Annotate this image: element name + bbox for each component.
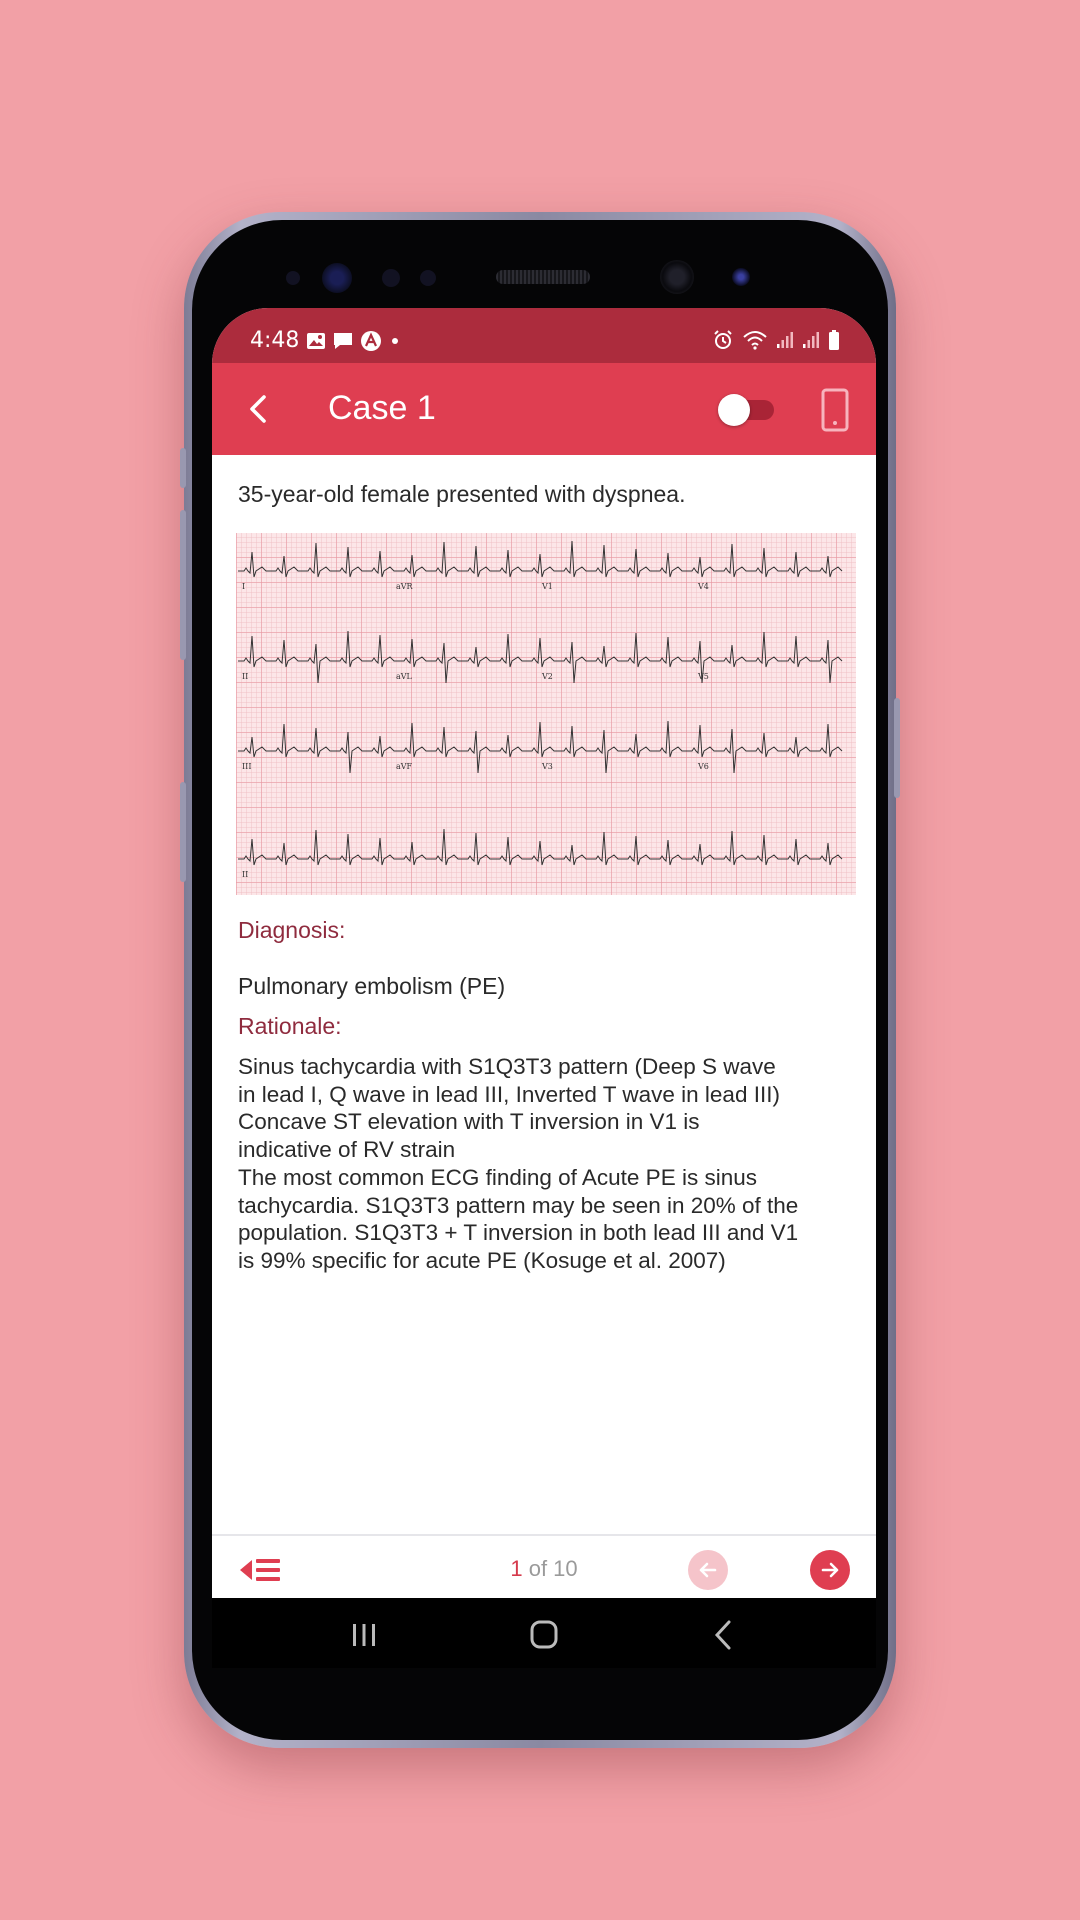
- ecg-trace: [238, 541, 842, 577]
- app-icon: [360, 330, 382, 352]
- phone-frame: [184, 212, 896, 1748]
- status-system-icons: [712, 329, 840, 351]
- rationale-line: tachycardia. S1Q3T3 pattern may be seen in 20% of the: [238, 1192, 799, 1218]
- message-icon: [332, 331, 354, 351]
- rationale-line: The most common ECG finding of Acute PE is sinus: [238, 1164, 757, 1190]
- ecg-image: [236, 533, 856, 895]
- previous-case-button[interactable]: [688, 1550, 728, 1590]
- home-icon: [524, 1618, 564, 1652]
- sensor-dot: [382, 269, 400, 287]
- device-button[interactable]: [818, 387, 852, 433]
- ecg-lead-label: II: [242, 870, 249, 879]
- iris-led: [732, 268, 750, 286]
- rationale-line: in lead I, Q wave in lead III, Inverted T wave in lead III): [238, 1081, 780, 1107]
- side-button: [894, 698, 900, 798]
- rationale-text: [238, 1053, 858, 1275]
- signal-icon: [802, 331, 820, 349]
- status-time: 4:48: [250, 328, 300, 353]
- rationale-label: Rationale:: [238, 1013, 342, 1039]
- app-bar: [212, 363, 876, 455]
- current-page: 1: [510, 1556, 523, 1581]
- ecg-lead-label: III: [242, 762, 252, 771]
- arrow-right-icon: [819, 1559, 841, 1581]
- ecg-lead-label: V1: [542, 582, 553, 591]
- earpiece-speaker: [496, 270, 590, 284]
- ecg-lead-label: I: [242, 582, 246, 591]
- ecg-lead-label: aVL: [396, 672, 412, 681]
- rationale-line: Sinus tachycardia with S1Q3T3 pattern (Deep S wave: [238, 1054, 776, 1079]
- page-title: Case 1: [328, 389, 436, 427]
- home-button[interactable]: [524, 1618, 564, 1652]
- recent-apps-icon: [344, 1618, 384, 1652]
- ecg-lead-label: II: [242, 672, 249, 681]
- gallery-icon: [306, 332, 326, 350]
- side-button: [180, 510, 186, 660]
- case-description: 35-year-old female presented with dyspnea.: [238, 481, 686, 507]
- rationale-line: indicative of RV strain: [238, 1137, 456, 1163]
- ecg-lead-label: V2: [542, 672, 553, 681]
- iris-scanner: [322, 263, 352, 293]
- ecg-trace: [238, 829, 842, 865]
- ecg-lead-label: aVF: [396, 762, 413, 771]
- arrow-left-icon: [697, 1559, 719, 1581]
- bottom-toolbar: [212, 1534, 876, 1600]
- diagnosis-value: Pulmonary embolism (PE): [238, 973, 506, 999]
- status-bar: [212, 308, 876, 363]
- ecg-trace: [238, 721, 842, 773]
- screen: [212, 308, 876, 1668]
- system-nav-bar: [212, 1598, 876, 1668]
- toggle-knob: [718, 394, 750, 426]
- mode-toggle[interactable]: [718, 393, 774, 425]
- ecg-lead-label: V3: [542, 762, 553, 771]
- ecg-lead-label: aVR: [396, 582, 413, 591]
- back-nav-button[interactable]: [704, 1618, 744, 1652]
- front-camera: [660, 260, 694, 294]
- diagnosis-label: Diagnosis:: [238, 917, 346, 943]
- ecg-tracing: [236, 533, 856, 895]
- side-button: [180, 782, 186, 882]
- sensor-dot: [420, 270, 436, 286]
- side-button: [180, 448, 186, 488]
- ecg-lead-label: V6: [698, 762, 709, 771]
- battery-icon: [828, 330, 840, 350]
- ecg-lead-label: V5: [698, 672, 709, 681]
- recent-apps-button[interactable]: [344, 1618, 384, 1652]
- rationale-line: population. S1Q3T3 + T inversion in both lead III and V1: [238, 1220, 799, 1246]
- status-notifications: [306, 330, 402, 352]
- phone-icon: [818, 387, 852, 433]
- back-button[interactable]: [238, 387, 282, 431]
- page-total: of 10: [522, 1556, 578, 1581]
- ecg-lead-label: V4: [698, 582, 709, 591]
- rationale-line: is 99% specific for acute PE (Kosuge et al. 2007): [238, 1247, 726, 1273]
- alarm-icon: [712, 329, 734, 351]
- dot-icon: [388, 334, 402, 348]
- next-case-button[interactable]: [810, 1550, 850, 1590]
- signal-icon: [776, 331, 794, 349]
- page-indicator: [212, 1556, 876, 1582]
- ecg-trace: [238, 631, 842, 683]
- rationale-line: Concave ST elevation with T inversion in V1 is: [238, 1109, 700, 1135]
- sensor-dot: [286, 271, 300, 285]
- chevron-left-icon: [238, 387, 282, 431]
- wifi-icon: [742, 330, 768, 350]
- back-nav-icon: [704, 1618, 744, 1652]
- case-content: [212, 455, 876, 1535]
